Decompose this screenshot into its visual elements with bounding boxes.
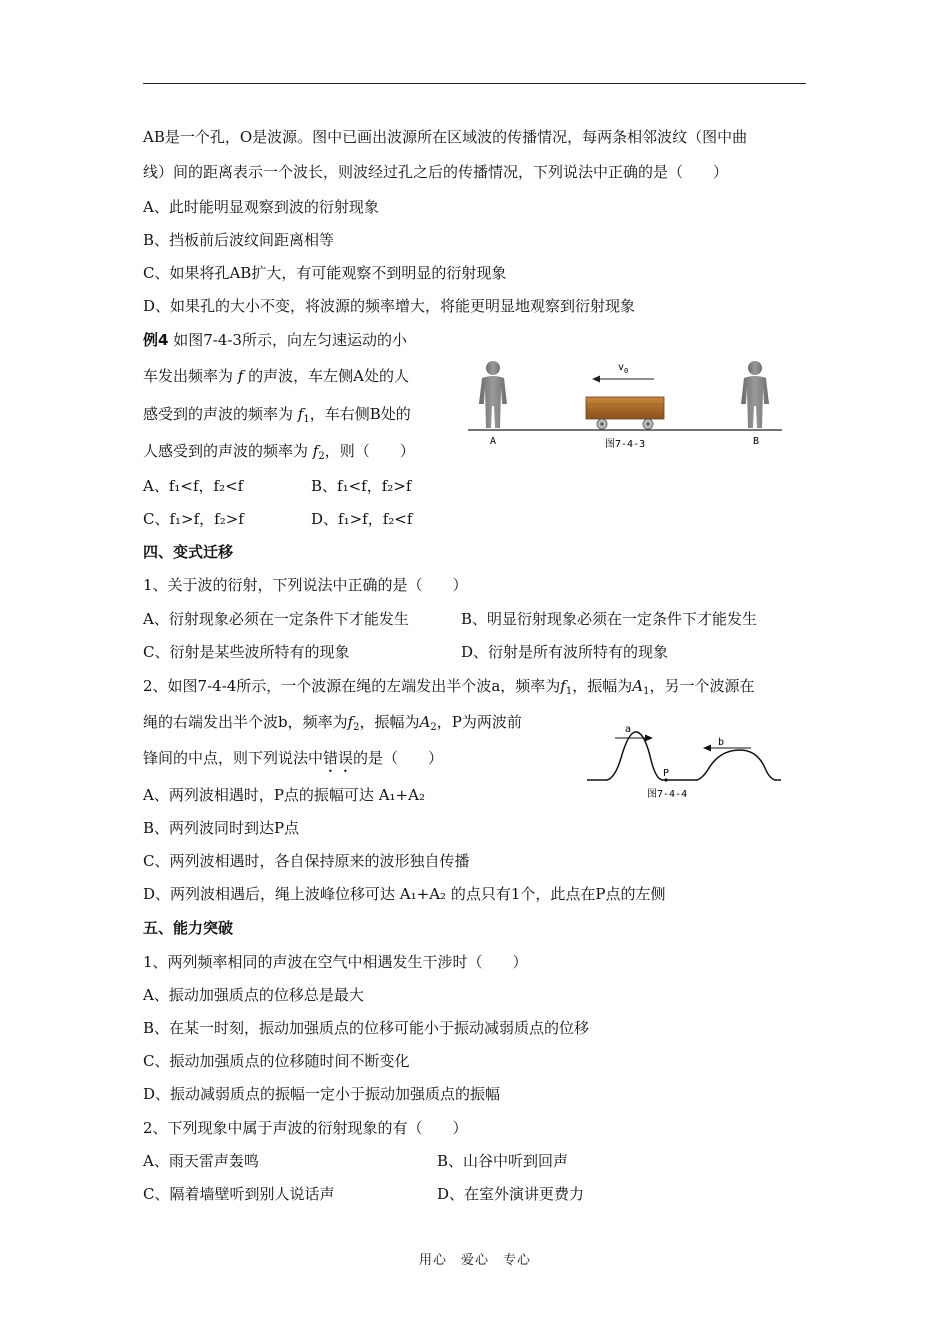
option-b: B、两列波同时到达P点 (143, 819, 300, 837)
figure-7-4-4 (585, 718, 785, 800)
question-2-line1: 2、如图7-4-4所示，一个波源在绳的左端发出半个波a，频率为$f_1$，振幅为$A_1$，另一个波源在 (143, 677, 755, 697)
option-a: A、f₁<f，f₂<f (143, 477, 244, 495)
option-d: D、在室外演讲更费力 (437, 1185, 585, 1203)
option-b: B、在某一时刻，振动加强质点的位移可能小于振动减弱质点的位移 (143, 1019, 590, 1037)
cart-icon (586, 397, 664, 429)
question-2: 2、下列现象中属于声波的衍射现象的有（ ） (143, 1119, 468, 1137)
label-a: A (490, 436, 497, 447)
label-p: P (663, 768, 670, 779)
option-d: D、两列波相遇后，绳上波峰位移可达 A₁+A₂ 的点只有1个，此点在P点的左侧 (143, 885, 666, 903)
option-a: A、衍射现象必须在一定条件下才能发生 (143, 610, 409, 628)
velocity-label: $v_0$ (618, 362, 629, 375)
example4-line1: 例4 如图7-4-3所示，向左匀速运动的小 (143, 331, 407, 349)
person-a-icon (479, 361, 507, 428)
velocity-arrow (592, 376, 654, 383)
person-b-icon (741, 361, 769, 428)
example4-line4: 人感受到的声波的频率为 $f_2$，则（ ） (143, 442, 415, 462)
option-c: C、两列波相遇时，各自保持原来的波形独自传播 (143, 852, 470, 870)
option-c: C、f₁>f，f₂>f (143, 510, 244, 528)
figure-caption: 图7-4-4 (647, 789, 688, 800)
example4-line2: 车发出频率为 f 的声波，车左侧A处的人 (143, 367, 409, 385)
example4-line3: 感受到的声波的频率为 $f_1$，车右侧B处的 (143, 405, 411, 425)
question-2-line3: 锋间的中点，则下列说法中错误的是（ ） (143, 749, 444, 767)
rope-waves (587, 732, 781, 780)
option-b: B、f₁<f，f₂>f (311, 477, 412, 495)
label-b: B (753, 436, 760, 447)
label-a: a (625, 724, 632, 735)
option-a: A、雨天雷声轰鸣 (143, 1152, 259, 1170)
option-a: A、两列波相遇时，P点的振幅可达 A₁+A₂ (143, 786, 425, 804)
option-d: D、衍射是所有波所特有的现象 (461, 643, 669, 661)
option-c: C、振动加强质点的位移随时间不断变化 (143, 1052, 410, 1070)
page-footer: 用心 爱心 专心 (418, 1253, 531, 1268)
question-1: 1、两列频率相同的声波在空气中相遇发生干涉时（ ） (143, 953, 528, 971)
header-rule (143, 83, 806, 84)
example-label: 例4 (143, 331, 169, 349)
question-2-line2: 绳的右端发出半个波b，频率为$f_2$，振幅为$A_2$，P为两波前 (143, 713, 522, 733)
option-d: D、f₁>f，f₂<f (311, 510, 413, 528)
arrow-a (615, 735, 653, 742)
figure-caption: 图7-4-3 (605, 439, 646, 450)
option-b: B、山谷中听到回声 (437, 1152, 569, 1170)
option-b: B、明显衍射现象必须在一定条件下才能发生 (461, 610, 758, 628)
option-c: C、隔着墙壁听到别人说话声 (143, 1185, 335, 1203)
question-text-line: AB是一个孔，O是波源。图中已画出波源所在区域波的传播情况，每两条相邻波纹（图中曲 (143, 128, 748, 146)
question-1: 1、关于波的衍射，下列说法中正确的是（ ） (143, 576, 468, 594)
option-c: C、如果将孔AB扩大，有可能观察不到明显的衍射现象 (143, 264, 507, 282)
option-c: C、衍射是某些波所特有的现象 (143, 643, 350, 661)
label-b: b (718, 737, 725, 748)
section-title: 五、能力突破 (143, 919, 234, 937)
option-d: D、如果孔的大小不变，将波源的频率增大，将能更明显地观察到衍射现象 (143, 297, 636, 315)
figure-7-4-3 (460, 348, 790, 452)
question-text-line: 线）间的距离表示一个波长，则波经过孔之后的传播情况，下列说法中正确的是（ ） (143, 163, 729, 181)
option-a: A、振动加强质点的位移总是最大 (143, 986, 364, 1004)
option-b: B、挡板前后波纹间距离相等 (143, 231, 335, 249)
section-title: 四、变式迁移 (143, 543, 234, 561)
option-a: A、此时能明显观察到波的衍射现象 (143, 198, 379, 216)
option-d: D、振动减弱质点的振幅一定小于振动加强质点的振幅 (143, 1085, 501, 1103)
